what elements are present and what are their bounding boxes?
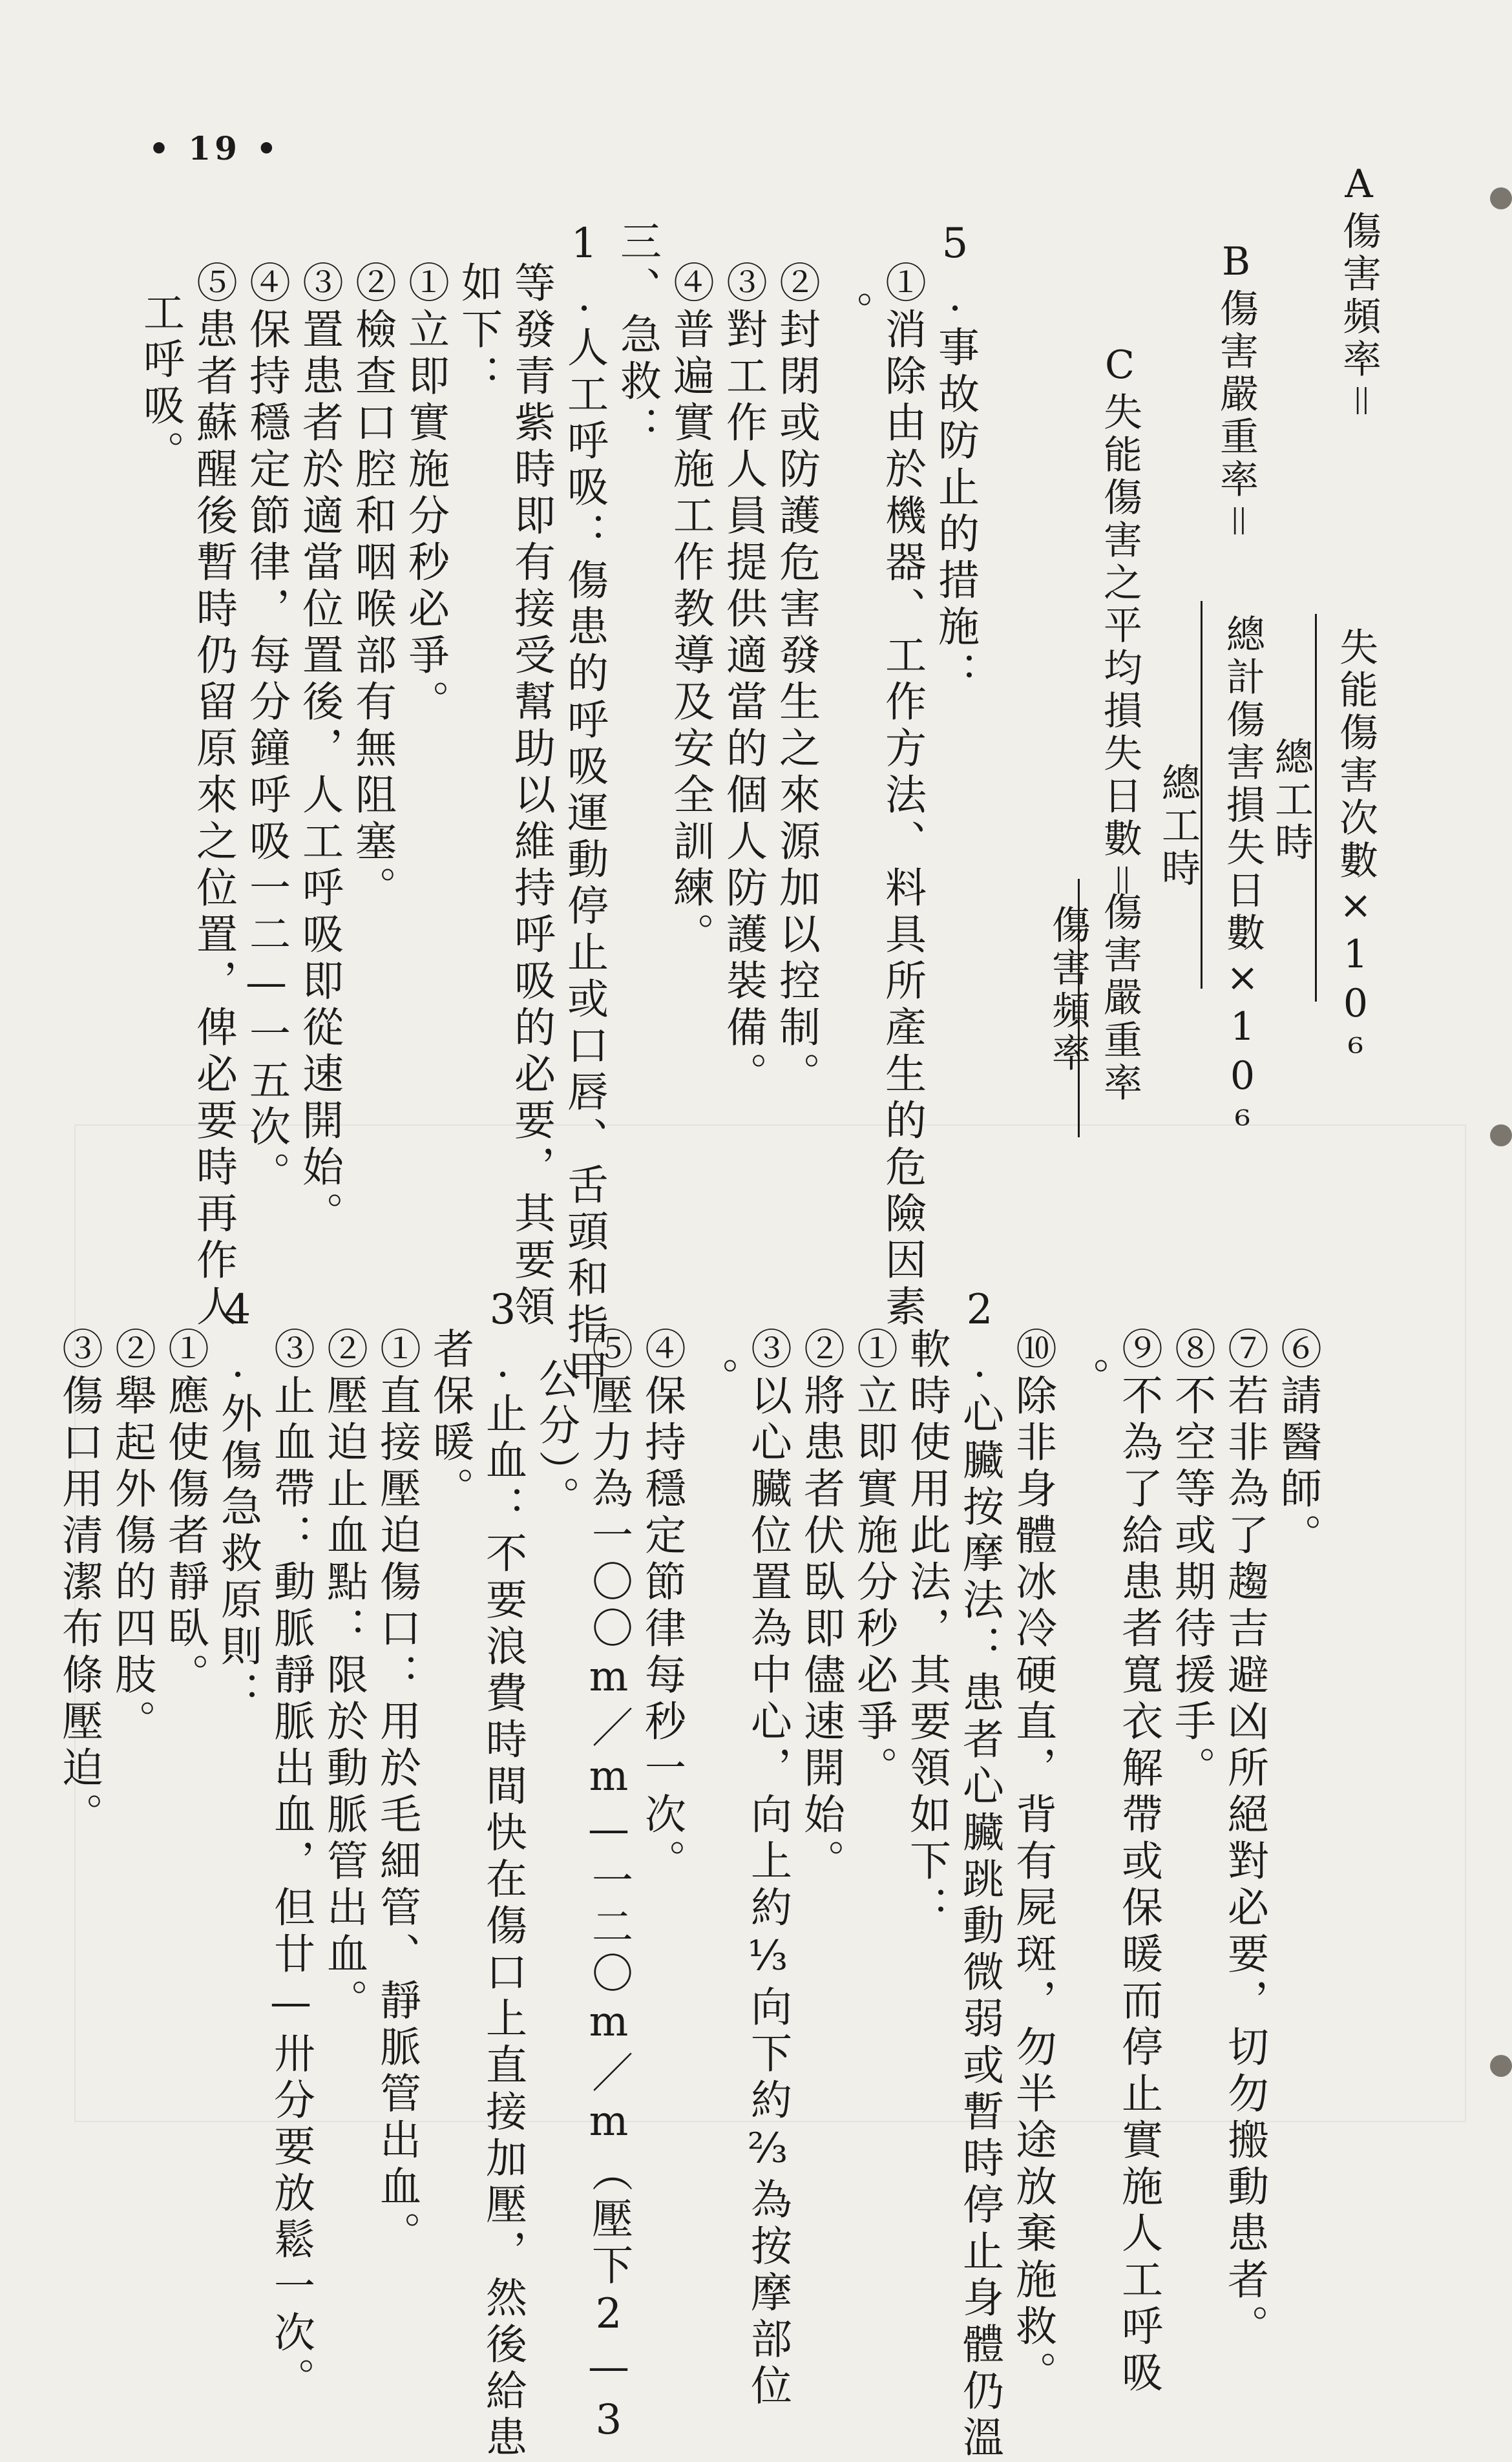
formula-c-label: C失能傷害之平均損失日數＝ <box>1097 342 1142 903</box>
lower-column-line: ⑧不空等或期待援手。 <box>1168 1327 1215 1793</box>
lower-column-line: ②壓迫止血點：限於動脈管出血。 <box>320 1327 368 2025</box>
lower-column-line: ⑦若非為了趨吉避凶所絕對必要，切勿搬動患者。 <box>1221 1327 1268 2351</box>
right-column-line: 三、急救： <box>613 220 661 452</box>
lower-column-line: ⑨不為了給患者寬衣解帶或保暖而停止實施人工呼吸 <box>1115 1327 1162 2397</box>
lower-column-line: 4.外傷急救原則： <box>214 1286 262 1718</box>
formula-c-denominator: 傷害頻率 <box>1045 905 1091 1075</box>
lower-column-line: ⑩除非身體冰冷硬直，背有屍斑，勿半途放棄施救。 <box>1009 1327 1056 2397</box>
page-number: • 19 • <box>149 129 281 167</box>
lower-column-line: ③傷口用清潔布條壓迫。 <box>55 1327 103 1839</box>
lower-column-line: ③止血帶：動脈靜脈出血，但廿—卅分要放鬆一次。 <box>267 1327 315 2404</box>
lower-column-text <box>47 1286 1321 2462</box>
right-column-line: 等發青紫時即有接受幫助以維持呼吸的必要，其要領 <box>507 261 555 1331</box>
right-column-line: ①立即實施分秒必爭。 <box>401 261 449 726</box>
right-column-line: ①消除由於機器、工作方法、料具所產生的危險因素 <box>878 261 926 1331</box>
binding-hole-bottom <box>1490 2055 1512 2077</box>
lower-column-line: 。 <box>1062 1357 1109 1404</box>
lower-column-line: 2.心臟按摩法：患者心臟跳動微弱或暫時停止身體仍溫 <box>956 1286 1003 2462</box>
right-column-line: ③對工作人員提供適當的個人防護裝備。 <box>719 261 767 1099</box>
binding-hole-top <box>1490 187 1512 209</box>
formula-a-denominator: 總工時 <box>1268 737 1314 865</box>
right-column-line: ⑤患者蘇醒後暫時仍留原來之位置，俾必要時再作人 <box>189 261 237 1331</box>
lower-column-line: 公分）。 <box>532 1357 580 1522</box>
formula-a <box>1331 162 1387 424</box>
formula-b-denominator: 總工時 <box>1155 763 1201 890</box>
lower-column-line: ②將患者伏臥即儘速開始。 <box>797 1327 845 1886</box>
lower-column-line: ④保持穩定節律每秒一次。 <box>638 1327 686 1886</box>
right-column-line: 如下： <box>454 261 502 401</box>
lower-column-line: ⑤壓力為一〇〇m／m—一二〇m／m（壓下2—3 <box>585 1327 633 2449</box>
right-column-line: ②檢查口腔和咽喉部有無阻塞。 <box>348 261 396 912</box>
right-column-line: ③置患者於適當位置後，人工呼吸即從速開始。 <box>295 261 343 1238</box>
formula-c-numerator: 傷害嚴重率 <box>1097 892 1142 1105</box>
right-column-line: ④普遍實施工作教導及安全訓練。 <box>666 261 714 959</box>
lower-column-line: 3.止血：不要浪費時間快在傷口上直接加壓，然後給患 <box>479 1286 527 2462</box>
right-column-line: 1.人工呼吸：傷患的呼吸運動停止或口唇、舌頭和指甲 <box>560 220 608 1396</box>
lower-column-line: ⑥請醫師。 <box>1274 1327 1321 1560</box>
right-column-line: 工呼吸。 <box>136 291 184 477</box>
lower-column-line: ①立即實施分秒必爭。 <box>850 1327 898 1793</box>
formula-b-label: B傷害嚴重率＝ <box>1213 239 1259 544</box>
formula-b-numerator: 總計傷害損失日數×10⁶ <box>1220 614 1265 1152</box>
right-column-text <box>128 220 979 1396</box>
lower-column-line: 者保暖。 <box>426 1327 474 1513</box>
formula-a-label: A傷害頻率＝ <box>1336 162 1381 424</box>
right-column-line: 。 <box>825 291 873 337</box>
lower-column-line: 軟時使用此法，其要領如下： <box>903 1327 950 1932</box>
binding-hole-middle <box>1490 1124 1512 1146</box>
lower-column-line: ②舉起外傷的四肢。 <box>108 1327 156 1746</box>
right-column-line: ②封閉或防護危害發生之來源加以控制。 <box>772 261 820 1099</box>
lower-column-line: 。 <box>691 1357 739 1404</box>
lower-column-line: ①直接壓迫傷口：用於毛細管、靜脈管出血。 <box>373 1327 421 2258</box>
right-column-line: 5.事故防止的措施： <box>931 220 979 698</box>
lower-column-line: ①應使傷者靜臥。 <box>161 1327 209 1699</box>
right-column-line: ④保持穩定節律，每分鐘呼吸一二—一五次。 <box>242 261 290 1198</box>
formula-a-numerator: 失能傷害次數×10⁶ <box>1333 627 1378 1079</box>
lower-column-line: ③以心臟位置為中心，向上約⅓向下約⅔為按摩部位 <box>744 1327 792 2410</box>
